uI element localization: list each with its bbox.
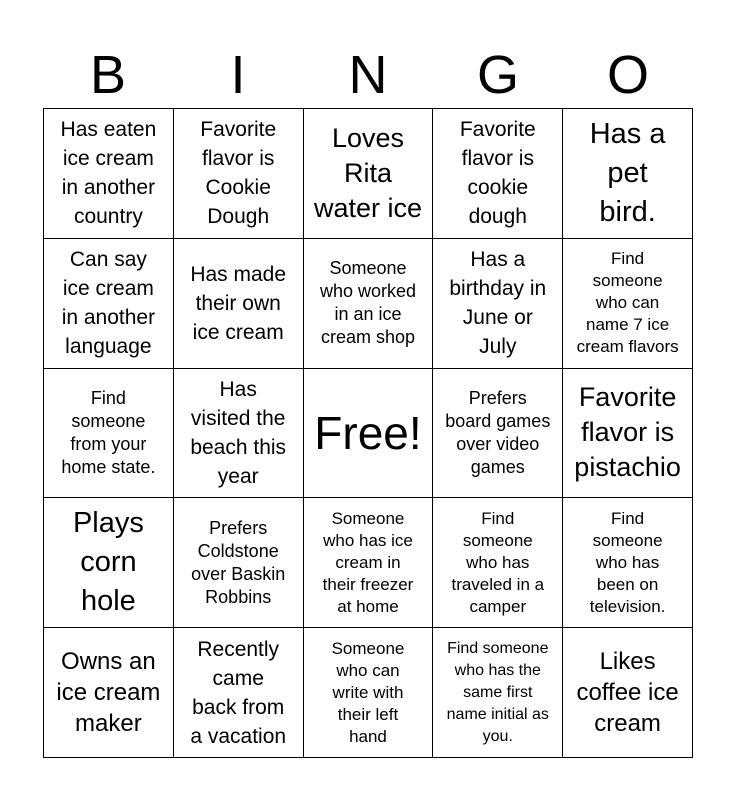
- bingo-cell[interactable]: [433, 498, 563, 628]
- cell-text: Has eaten ice cream in another country: [60, 118, 157, 229]
- cell-text: Someone who has ice cream in their freezer at home: [322, 508, 414, 616]
- free-space-text: Free!: [314, 406, 422, 459]
- bingo-cell[interactable]: [433, 109, 563, 239]
- cell-text: Has a pet bird.: [589, 117, 666, 228]
- header-letter-i: I: [230, 45, 246, 105]
- bingo-cell[interactable]: [433, 239, 563, 369]
- bingo-cell[interactable]: [304, 109, 434, 239]
- bingo-cell[interactable]: [174, 498, 304, 628]
- cell-text: Prefers Coldstone over Baskin Robbins: [191, 517, 286, 607]
- bingo-cell[interactable]: [174, 628, 304, 758]
- header-letter-o: O: [606, 45, 649, 105]
- bingo-board: [43, 108, 693, 758]
- header-letter-b: B: [89, 45, 127, 105]
- cell-text: Favorite flavor is pistachio: [574, 382, 681, 483]
- cell-text: Someone who can write with their left hand: [331, 638, 405, 746]
- header-letter-n: N: [348, 45, 388, 105]
- bingo-cell[interactable]: [433, 369, 563, 499]
- bingo-cell[interactable]: [563, 498, 693, 628]
- bingo-cell[interactable]: [304, 239, 434, 369]
- cell-text: Someone who worked in an ice cream shop: [319, 258, 417, 348]
- cell-text: Owns an ice cream maker: [56, 648, 161, 738]
- cell-text: Likes coffee ice cream: [576, 648, 679, 738]
- cell-text: Has made their own ice cream: [190, 262, 287, 344]
- bingo-cell[interactable]: [563, 109, 693, 239]
- cell-text: Favorite flavor is Cookie Dough: [200, 118, 277, 229]
- bingo-header: [43, 45, 693, 105]
- bingo-cell[interactable]: [44, 369, 174, 499]
- cell-text: Has visited the beach this year: [190, 377, 287, 488]
- bingo-cell[interactable]: [174, 239, 304, 369]
- cell-text: Favorite flavor is cookie dough: [459, 118, 536, 229]
- cell-text: Find someone from your home state.: [61, 387, 156, 477]
- cell-text: Find someone who can name 7 ice cream flavors: [576, 249, 679, 357]
- cell-text: Find someone who has been on television.: [589, 508, 666, 616]
- bingo-cell[interactable]: [304, 498, 434, 628]
- free-space[interactable]: [304, 369, 434, 499]
- bingo-cell[interactable]: [563, 369, 693, 499]
- bingo-cell[interactable]: [44, 239, 174, 369]
- cell-text: Recently came back from a vacation: [190, 637, 287, 748]
- bingo-cell[interactable]: [174, 369, 304, 499]
- bingo-cell[interactable]: [174, 109, 304, 239]
- bingo-cell[interactable]: [44, 498, 174, 628]
- cell-text: Prefers board games over video games: [445, 387, 551, 477]
- cell-text: Loves Rita water ice: [313, 122, 423, 223]
- cell-text: Has a birthday in June or July: [449, 248, 547, 359]
- bingo-cell[interactable]: [433, 628, 563, 758]
- bingo-cell[interactable]: [44, 628, 174, 758]
- bingo-cell[interactable]: [44, 109, 174, 239]
- bingo-cell[interactable]: [563, 239, 693, 369]
- cell-text: Find someone who has the same first name initial as you.: [446, 639, 549, 745]
- bingo-cell[interactable]: [304, 628, 434, 758]
- cell-text: Plays corn hole: [72, 507, 144, 618]
- header-letter-g: G: [476, 45, 519, 105]
- cell-text: Find someone who has traveled in a camper: [451, 508, 545, 616]
- bingo-cell[interactable]: [563, 628, 693, 758]
- cell-text: Can say ice cream in another language: [61, 248, 156, 359]
